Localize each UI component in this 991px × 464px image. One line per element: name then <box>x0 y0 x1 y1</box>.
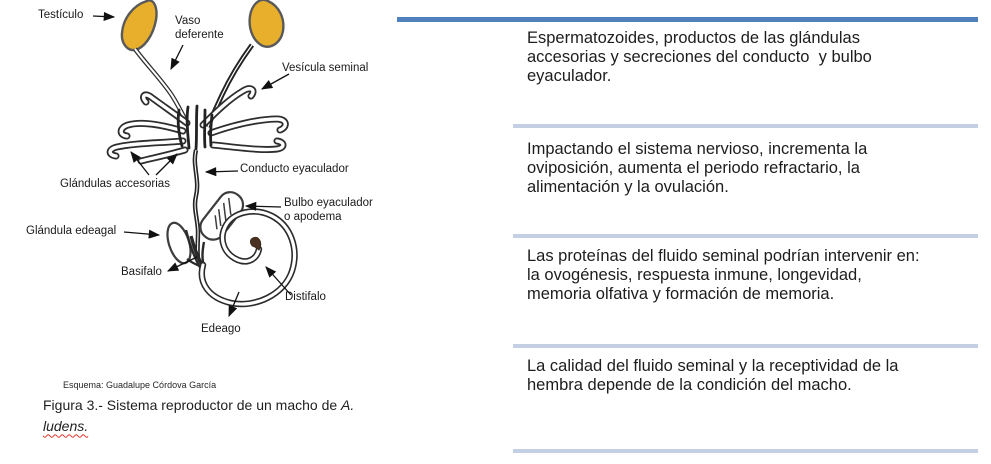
text-line: Las proteínas del fluido seminal podrían intervenir en: <box>527 247 920 265</box>
label-basifalo: Basifalo <box>121 266 162 278</box>
label-testiculo: Testículo <box>38 9 84 21</box>
label-glandula-edeagal: Glándula edeagal <box>26 225 117 237</box>
label-distifalo: Distifalo <box>285 291 326 303</box>
caption-text: Figura 3.- Sistema reproductor de un macho de <box>43 397 342 413</box>
text-line: alimentación y la ovulación. <box>527 178 729 197</box>
text-block-2 <box>527 140 977 198</box>
accessory-glands-shape <box>110 89 285 161</box>
figure-caption <box>43 395 433 436</box>
testis-right-shape <box>250 0 284 47</box>
label-bulbo-line2: o apodema <box>284 211 342 223</box>
text-line: accesorias y secreciones del conducto y bulbo <box>527 48 872 67</box>
label-conducto-eyaculador: Conducto eyaculador <box>240 163 349 175</box>
ejaculatory-duct-shape <box>195 150 198 258</box>
scheme-credit: Esquema: Guadalupe Córdova García <box>63 380 217 390</box>
text-line: hembra depende de la condición del macho. <box>527 376 852 395</box>
text-line: oviposición, aumenta el periodo refractario, la <box>527 159 860 178</box>
text-block-1 <box>527 29 977 87</box>
text-block-3 <box>527 247 977 305</box>
caption-species-abbr: A. <box>341 397 355 413</box>
text-line: la ovogénesis, respuesta inmune, longevidad, <box>527 266 862 285</box>
text-line: Impactando el sistema nervioso, incrementa la <box>527 140 868 158</box>
top-accent-line <box>397 17 978 22</box>
label-bulbo-eyaculador <box>284 196 373 224</box>
divider-line-2 <box>513 234 978 238</box>
text-line: eyaculador. <box>527 67 612 86</box>
caption-species-name: ludens. <box>43 417 89 434</box>
divider-line-3 <box>513 344 978 348</box>
label-vesicula-seminal: Vesícula seminal <box>282 62 369 74</box>
label-bulbo-line1: Bulbo eyaculador <box>284 197 373 209</box>
text-line: Espermatozoides, productos de las glándulas <box>527 29 860 47</box>
label-vaso-deferente <box>175 14 224 42</box>
text-line: La calidad del fluido seminal y la receptividad de la <box>527 357 899 375</box>
label-glandulas-accesorias: Glándulas accesorias <box>60 178 170 190</box>
text-line: memoria olfativa y formación de memoria. <box>527 285 835 304</box>
label-vaso-line1: Vaso <box>175 15 201 27</box>
label-edeago: Edeago <box>201 323 241 335</box>
text-block-4 <box>527 357 977 395</box>
label-vaso-line2: deferente <box>175 29 224 41</box>
divider-line-1 <box>513 124 978 128</box>
divider-line-4 <box>513 449 978 453</box>
testis-left-shape <box>122 0 157 50</box>
